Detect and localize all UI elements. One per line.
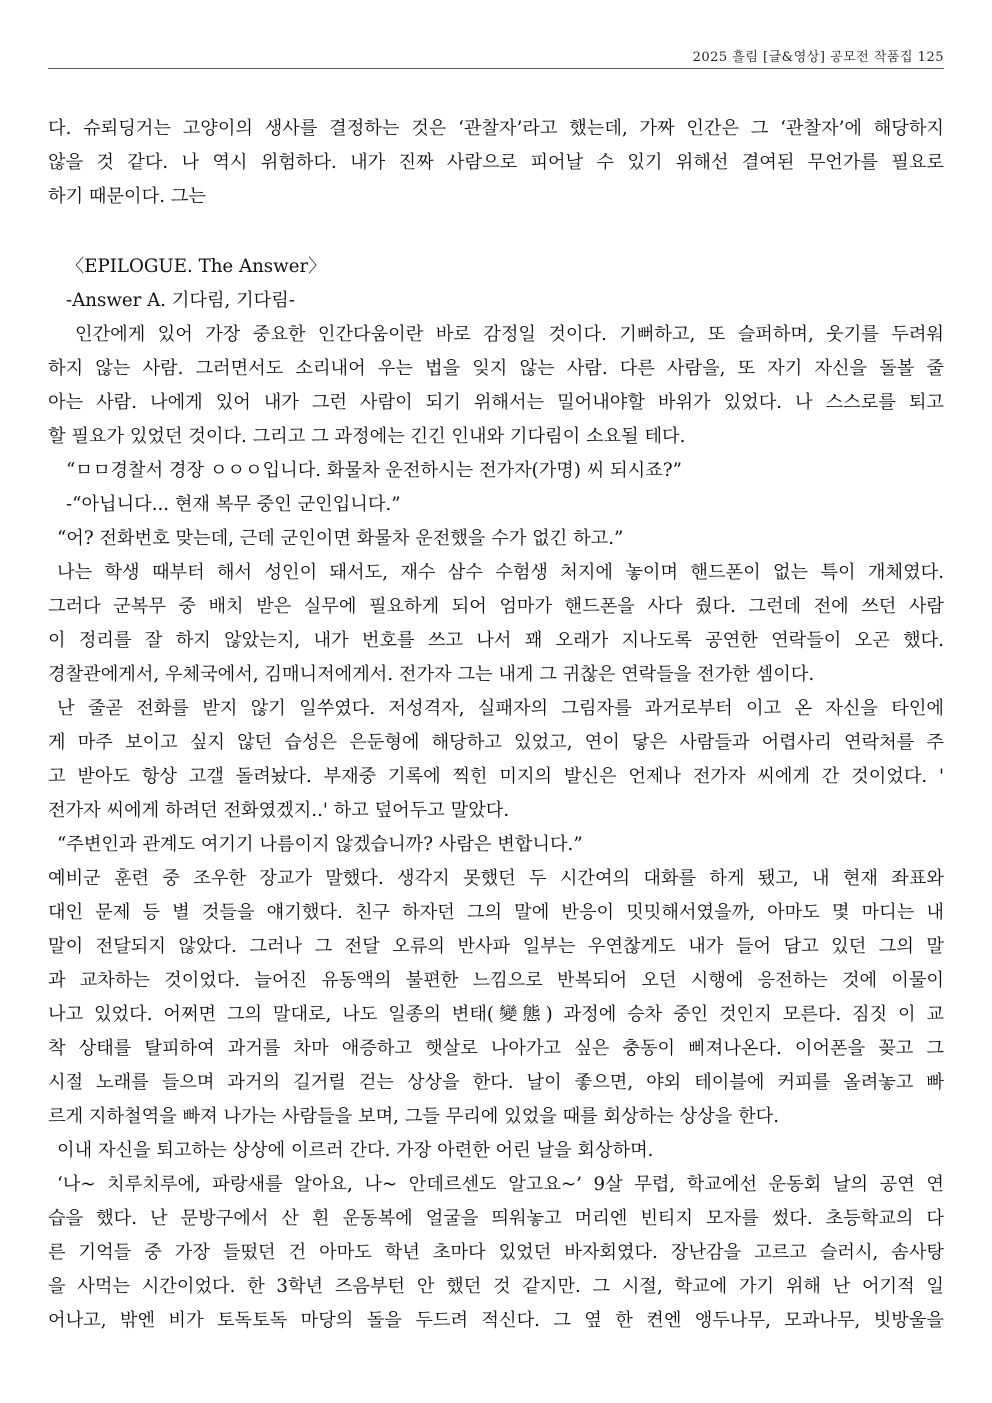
- text-line: 과 교차하는 것이었다. 늘어진 유동액의 불편한 느낌으로 반복되어 오던 시행에 응전하는 것에 이물이: [48, 970, 944, 991]
- text-line: 할 필요가 있었던 것이다. 그리고 그 과정에는 긴긴 인내와 기다림이 소요될 테다.: [48, 426, 686, 447]
- text-line: ‘나~ 치루치루에, 파랑새를 알아요, 나~ 안데르센도 알고요~’ 9살 무렵, 학교에선 운동회 날의 공연 연: [57, 1174, 944, 1195]
- text-line: 인간에게 있어 가장 중요한 인간다움이란 바로 감정일 것이다. 기뻐하고, 또 슬퍼하며, 웃기를 두려워: [75, 324, 944, 345]
- text-line: 경찰관에게서, 우체국에서, 김매니저에게서. 전가자 그는 내게 그 귀찮은 연락들을 전가한 셈이다.: [48, 664, 815, 685]
- section-title: 〈EPILOGUE. The Answer〉: [66, 256, 327, 277]
- page-header: [48, 38, 944, 69]
- dialogue-line: -“아닙니다... 현재 복무 중인 군인입니다.”: [66, 494, 401, 515]
- dialogue-line: “ㅁㅁ경찰서 경장 ㅇㅇㅇ입니다. 화물차 운전하시는 전가자(가명) 씨 되시죠?”: [66, 460, 682, 481]
- text-line: 않을 것 같다. 나 역시 위험하다. 내가 진짜 사람으로 피어날 수 있기 위해선 결여된 무언가를 필요로: [48, 152, 944, 173]
- text-line: 나고 있었다. 어쩌면 그의 말대로, 나도 일종의 변태(變態) 과정에 승차 중인 것인지 모른다. 짐짓 이 교: [48, 1004, 944, 1025]
- dialogue-line: “어? 전화번호 맞는데, 근데 군인이면 화물차 운전했을 수가 없긴 하고.”: [57, 528, 624, 549]
- document-body: [48, 112, 944, 1338]
- text-line: 르게 지하철역을 빠져 나가는 사람들을 보며, 그들 무리에 있었을 때를 회상하는 상상을 한다.: [48, 1106, 779, 1127]
- text-line: 전가자 씨에게 하려던 전화였겠지..' 하고 덮어두고 말았다.: [48, 800, 510, 821]
- text-line: 이 정리를 잘 하지 않았는지, 내가 번호를 쓰고 나서 꽤 오래가 지나도록 공연한 연락들이 오곤 했다.: [48, 630, 944, 651]
- text-line: 대인 문제 등 별 것들을 얘기했다. 친구 하자던 그의 말에 반응이 밋밋해서였을까, 아마도 몇 마디는 내: [48, 902, 944, 923]
- text-line: 말이 전달되지 않았다. 그러나 그 전달 오류의 반사파 일부는 우연찮게도 내가 들어 담고 있던 그의 말: [48, 936, 944, 957]
- dialogue-line: “주변인과 관계도 여기기 나름이지 않겠습니까? 사람은 변합니다.”: [57, 834, 583, 855]
- running-header: 2025 흘림 [글&영상] 공모전 작품집 125: [692, 50, 944, 65]
- blank-line: [48, 214, 944, 250]
- text-line: 아는 사람. 나에게 있어 내가 그런 사람이 되기 위해서는 밀어내야할 바위가 있었다. 나 스스로를 퇴고: [48, 392, 944, 413]
- text-line: 예비군 훈련 중 조우한 장교가 말했다. 생각지 못했던 두 시간여의 대화를 하게 됐고, 내 현재 좌표와: [48, 868, 944, 889]
- text-line: 고 받아도 항상 고갤 돌려놨다. 부재중 기록에 찍힌 미지의 발신은 언제나 전가자 씨에게 간 것이었다. ': [48, 766, 944, 787]
- text-line: 착 상태를 탈피하여 과거를 차마 애증하고 햇살로 나아가고 싶은 충동이 삐져나온다. 이어폰을 꽂고 그: [48, 1038, 944, 1059]
- text-line: 난 줄곧 전화를 받지 않기 일쑤였다. 저성격자, 실패자의 그림자를 과거로부터 이고 온 자신을 타인에: [57, 698, 944, 719]
- text-line: 다. 슈뢰딩거는 고양이의 생사를 결정하는 것은 ‘관찰자’라고 했는데, 가짜 인간은 그 ‘관찰자’에 해당하지: [48, 118, 944, 139]
- text-line: 어나고, 밖엔 비가 토독토독 마당의 돌을 두드려 적신다. 그 옆 한 켠엔 앵두나무, 모과나무, 빗방울을: [48, 1310, 944, 1331]
- text-line: 게 마주 보이고 싶지 않던 습성은 은둔형에 해당하고 있었고, 연이 닿은 사람들과 어렵사리 연락처를 주: [48, 732, 944, 753]
- text-line: 시절 노래를 들으며 과거의 길거릴 걷는 상상을 한다. 날이 좋으면, 야외 테이블에 커피를 올려놓고 빠: [48, 1072, 944, 1093]
- text-line: 하기 때문이다. 그는: [48, 186, 206, 207]
- text-line: 이내 자신을 퇴고하는 상상에 이르러 간다. 가장 아련한 어린 날을 회상하며.: [57, 1140, 654, 1161]
- text-line: 습을 했다. 난 문방구에서 산 흰 운동복에 얼굴을 띄워놓고 머리엔 빈티지 모자를 썼다. 초등학교의 다: [48, 1208, 944, 1229]
- text-line: 을 사먹는 시간이었다. 한 3학년 즈음부턴 안 했던 것 같지만. 그 시절, 학교에 가기 위해 난 어기적 일: [48, 1276, 944, 1297]
- text-line: 른 기억들 중 가장 들떴던 건 아마도 학년 초마다 있었던 바자회였다. 장난감을 고르고 슬러시, 솜사탕: [48, 1242, 944, 1263]
- text-line: 그러다 군복무 중 배치 받은 실무에 필요하게 되어 엄마가 핸드폰을 사다 줬다. 그런데 전에 쓰던 사람: [48, 596, 944, 617]
- section-subtitle: -Answer A. 기다림, 기다림-: [66, 290, 295, 311]
- text-line: 하지 않는 사람. 그러면서도 소리내어 우는 법을 잊지 않는 사람. 다른 사람을, 또 자기 자신을 돌볼 줄: [48, 358, 944, 379]
- text-line: 나는 학생 때부터 해서 성인이 돼서도, 재수 삼수 수험생 처지에 놓이며 핸드폰이 없는 특이 개체였다.: [57, 562, 944, 583]
